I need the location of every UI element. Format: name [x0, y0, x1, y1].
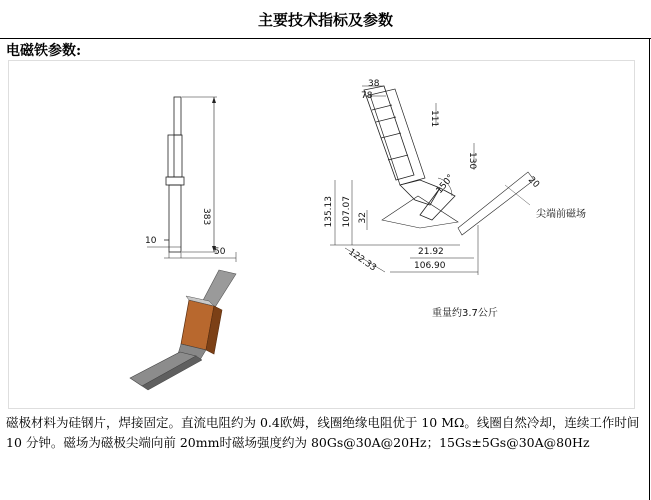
right-view-coil: [370, 89, 425, 185]
section-label: 电磁铁参数:: [6, 43, 82, 59]
left-view-width-dim: 50: [214, 247, 226, 257]
electromagnet-render: [130, 270, 236, 390]
dim-122-33: 122.33: [346, 247, 378, 274]
dim-107-07: 107.07: [342, 196, 352, 228]
dim-106-90: 106.90: [414, 261, 446, 271]
left-view: [147, 97, 236, 262]
page-title: 主要技术指标及参数: [0, 0, 651, 39]
left-view-pole: [169, 185, 181, 252]
left-view-height-dim: 383: [201, 208, 211, 226]
right-view-tip-beam: [458, 172, 534, 235]
dim-21-92: 21.92: [418, 247, 444, 257]
tip-field-label: 尖端前磁场: [536, 209, 586, 220]
dim-38: 38: [368, 79, 380, 89]
dim-135-13: 135.13: [324, 196, 334, 228]
dim-20: 20: [525, 175, 542, 191]
dim-32: 32: [358, 212, 368, 224]
dim-111: 111: [429, 110, 439, 128]
dim-78: 78: [361, 91, 373, 101]
left-view-coil-frame: [168, 135, 182, 177]
dim-130: 130: [467, 152, 477, 170]
parameter-description: 磁极材料为硅钢片，焊接固定。直流电阻约为 0.4欧姆，线圈绝缘电阻优于 10 MΩ。线圈自然冷却，连续工作时间 10 分钟。磁场为磁极尖端向前 20mm时磁场强度约为 80Gs@30A@20Hz；15Gs±5Gs@30A@80Hz: [6, 415, 640, 450]
left-view-mount: [166, 177, 184, 185]
left-view-rod: [174, 97, 181, 135]
right-view-bend: [400, 180, 440, 205]
dim-150deg: 150°: [434, 172, 457, 196]
weight-note: 重量约3.7公斤: [432, 308, 498, 319]
left-view-base-dim: 10: [145, 236, 157, 246]
